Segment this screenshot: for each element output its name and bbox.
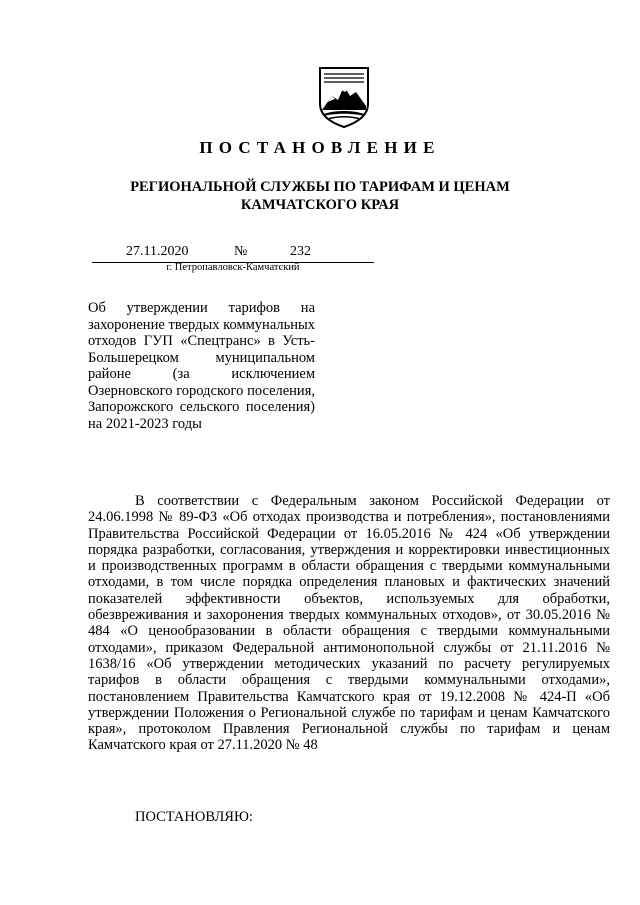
document-number: 232: [290, 244, 311, 259]
document-subject: Об утверждении тарифов на захоронение твердых коммунальных отходов ГУП «Спецтранс» в Усть-Большерецком муниципальном районе (за исключением Озерновского городского поселения, Запорожского сельского поселения) на 2021-2023 годы: [88, 300, 315, 432]
agency-name-line-2: КАМЧАТСКОГО КРАЯ: [240, 197, 400, 213]
agency-name-line-1: РЕГИОНАЛЬНОЙ СЛУЖБЫ ПО ТАРИФАМ И ЦЕНАМ: [130, 179, 510, 195]
document-type-heading: ПОСТАНОВЛЕНИЕ: [199, 138, 441, 157]
coat-of-arms-icon: [318, 66, 370, 128]
number-sign: №: [234, 244, 248, 259]
preamble-paragraph: В соответствии с Федеральным законом Российской Федерации от 24.06.1998 № 89-ФЗ «Об отходах производства и потребления», постановлениями Правительства Российской Федерации от 16.05.2016 № 424 «Об утверждении порядка разработки, согласования, утверждения и корректировки инвестиционных и производственных программ в области обращения с твердыми коммунальными отходами, в том числе порядка определения плановых и фактических значений показателей эффективности объектов, используемых для обработки, обезвреживания и захоронения твердых коммунальных отходов», от 30.05.2016 № 484 «О ценообразовании в области обращения с твердыми коммунальными отходами», приказом Федеральной антимонопольной службы от 21.11.2016 № 1638/16 «Об утверждении методических указаний по расчету регулируемых тарифов в области обращения с твердыми коммунальными отходами», постановлением Правительства Камчатского края от 19.12.2008 № 424-П «Об утверждении Положения о Региональной службе по тарифам и ценам Камчатского края», протоколом Правления Региональной службы по тарифам и ценам Камчатского края от 27.11.2020 № 48: [88, 493, 610, 754]
place-of-issue: г. Петропавловск-Камчатский: [166, 262, 300, 273]
resolve-heading: ПОСТАНОВЛЯЮ:: [135, 809, 253, 825]
agency-name: [0, 178, 640, 214]
document-date: 27.11.2020: [126, 244, 189, 259]
date-number-line: [92, 244, 374, 263]
